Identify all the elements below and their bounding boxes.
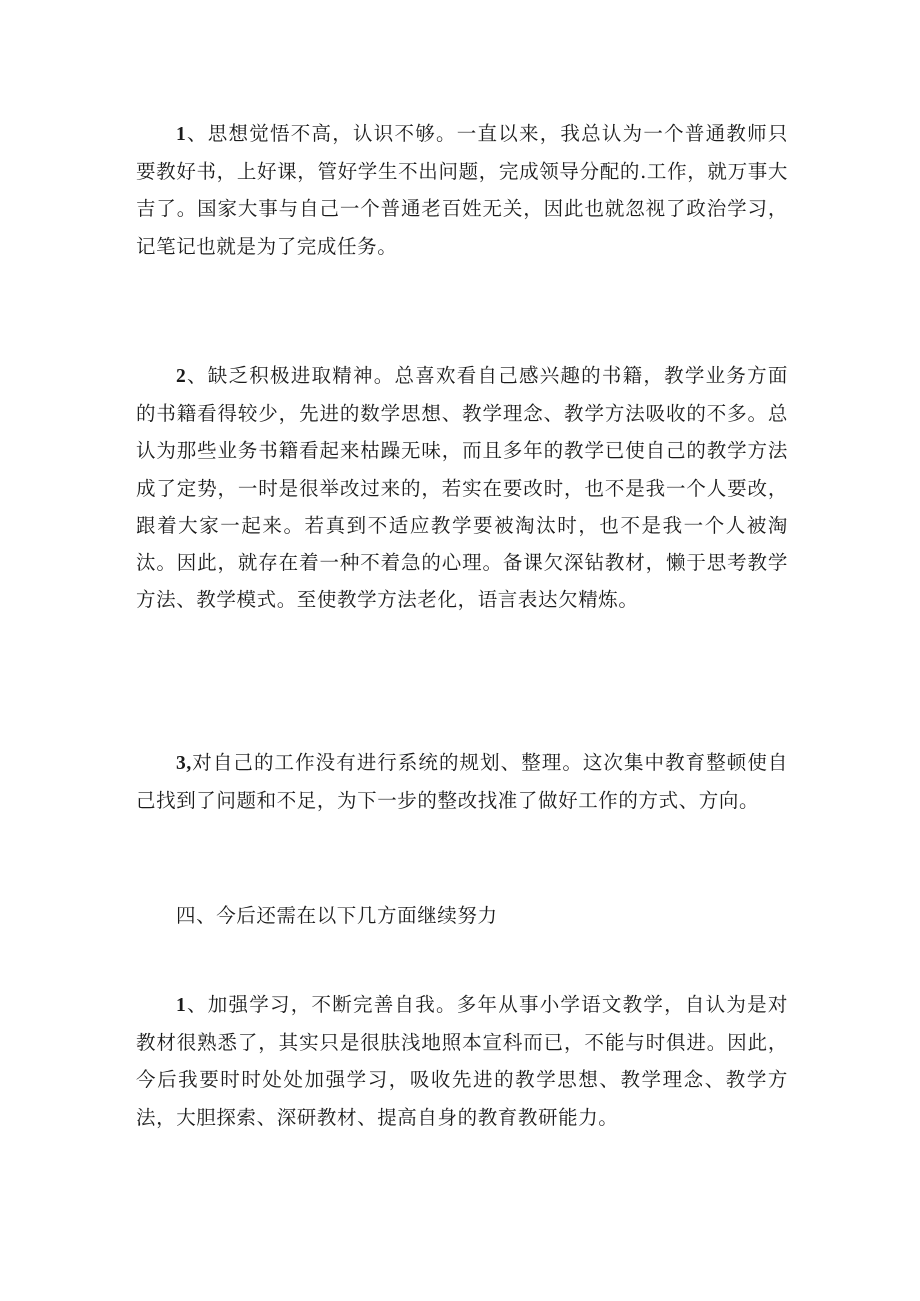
paragraph-text: 、缺乏积极进取精神。总喜欢看自己感兴趣的书籍，教学业务方面的书籍看得较少，先进的数学思想、教学理念、教学方法吸收的不多。总认为那些业务书籍看起来枯躁无味，而且多年的教学已使自己的教学方法成了定势，一时是很举改过来的，若实在要改时，也不是我一个人要改，跟着大家一起来。若真到不适应教学要被淘汰时，也不是我一个人被淘汰。因此，就存在着一种不着急的心理。备课欠深钻教材，懒于思考教学方法、教学模式。至使教学方法老化，语言表达欠精炼。 bbox=[136, 364, 788, 612]
paragraph-2 bbox=[136, 357, 788, 618]
section-heading-text: 四、今后还需在以下几方面继续努力 bbox=[176, 904, 498, 927]
paragraph-text: 对自己的工作没有进行系统的规划、整理。这次集中教育整顿使自己找到了问题和不足，为下一步的整改找准了做好工作的方式、方向。 bbox=[136, 751, 788, 813]
paragraph-1 bbox=[136, 115, 788, 265]
paragraph-text: 、思想觉悟不高，认识不够。一直以来，我总认为一个普通教师只要教好书，上好课，管好学生不出问题，完成领导分配的.工作，就万事大吉了。国家大事与自己一个普通老百姓无关，因此也就忽视了政治学习，记笔记也就是为了完成任务。 bbox=[136, 122, 788, 258]
paragraph-3 bbox=[136, 744, 788, 819]
paragraph-number: 1 bbox=[176, 124, 187, 145]
section-heading bbox=[136, 897, 788, 934]
paragraph-text: 、加强学习，不断完善自我。多年从事小学语文教学，自认为是对教材很熟悉了，其实只是很肤浅地照本宣科而已，不能与时俱进。因此，今后我要时时处处加强学习，吸收先进的教学思想、教学理念、教学方法，大胆探索、深研教材、提高自身的教育教研能力。 bbox=[136, 993, 788, 1129]
paragraph-number: 1 bbox=[176, 995, 187, 1016]
paragraph-number: 2 bbox=[176, 366, 187, 387]
paragraph-5 bbox=[136, 986, 788, 1136]
paragraph-number: 3, bbox=[176, 753, 192, 774]
